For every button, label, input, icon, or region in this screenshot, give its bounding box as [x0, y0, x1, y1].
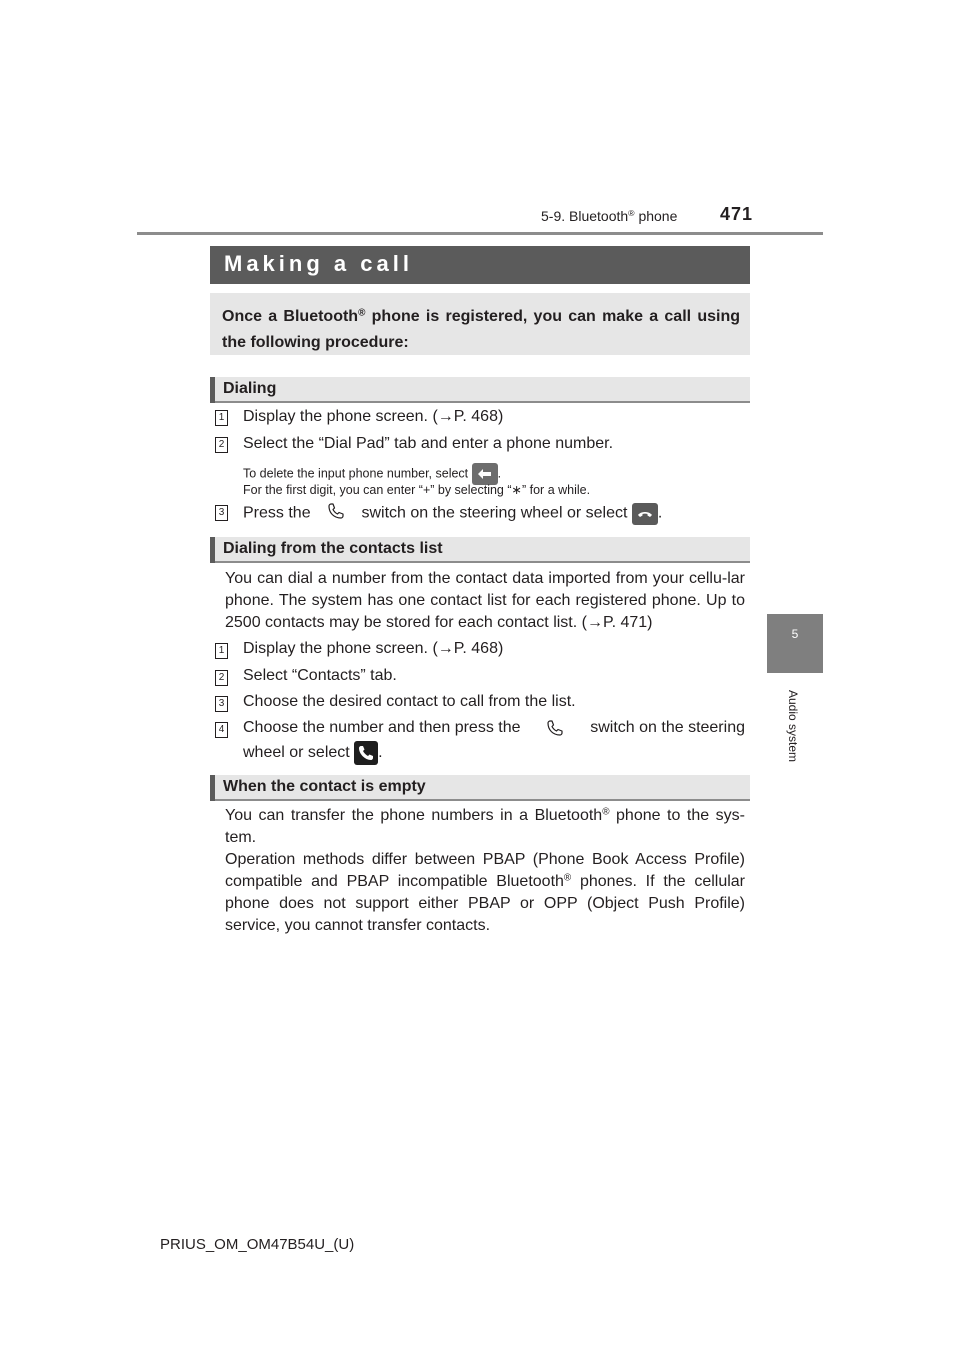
step-text: wheel or select . — [243, 741, 383, 765]
step-text: Display the phone screen. (→P. 468) — [243, 640, 504, 657]
step-badge: 2 — [215, 437, 228, 453]
phone-switch-icon — [327, 502, 345, 525]
chapter-label: Audio system — [786, 690, 800, 763]
step-note: To delete the input phone number, select . — [243, 463, 501, 485]
step-text: Display the phone screen. (→P. 468) — [243, 408, 504, 425]
empty-paragraph-2: Operation methods differ between PBAP (Phone Book Access Profile) compatible and PBAP incompatible Bluetooth® phones. If the cellular phone does not support either PBAP or OPP (Object Push Profile) service, you cannot transfer contacts. — [225, 851, 745, 934]
step-badge: 4 — [215, 722, 228, 738]
step-text: Choose the desired contact to call from the list. — [243, 693, 576, 710]
step-text: Press the switch on the steering wheel or select . — [243, 502, 662, 525]
header-divider — [137, 232, 823, 235]
section-empty-heading: When the contact is empty — [223, 778, 426, 795]
page-number: 471 — [720, 204, 754, 224]
section-dialing — [210, 377, 750, 403]
chapter-number: 5 — [791, 627, 799, 641]
step-badge: 2 — [215, 670, 228, 686]
step-text: Select “Contacts” tab. — [243, 667, 397, 684]
step-badge: 1 — [215, 410, 228, 426]
chapter-tab — [767, 614, 823, 673]
step-badge: 3 — [215, 696, 228, 712]
section-accent — [210, 537, 215, 563]
step-badge: 1 — [215, 643, 228, 659]
section-accent — [210, 775, 215, 801]
phone-switch-icon — [546, 719, 564, 742]
step-badge: 3 — [215, 505, 228, 521]
document-id: PRIUS_OM_OM47B54U_(U) — [160, 1236, 355, 1253]
intro-text: Once a Bluetooth® phone is registered, you can make a call using the following procedure: — [222, 307, 741, 351]
call-button-icon — [632, 503, 658, 525]
step-text: Choose the number and then press the switch on the steering — [243, 719, 745, 742]
section-contacts-heading: Dialing from the contacts list — [223, 540, 443, 557]
contacts-paragraph: You can dial a number from the contact data imported from your cellu-lar phone. The system has one contact list for each registered phone. Up to 2500 contacts may be stored for each contact list. (→P. 471) — [225, 570, 745, 631]
step-text: Select the “Dial Pad” tab and enter a phone number. — [243, 435, 614, 452]
empty-paragraph-1: You can transfer the phone numbers in a Bluetooth® phone to the sys-tem. — [225, 806, 746, 846]
section-header: 5-9. Bluetooth® phone — [541, 208, 678, 224]
section-dialing-heading: Dialing — [223, 380, 277, 397]
phone-button-icon — [354, 741, 378, 765]
step-note: For the first digit, you can enter “+” by selecting “∗” for a while. — [243, 483, 591, 497]
page-title: Making a call — [224, 251, 413, 276]
section-accent — [210, 377, 215, 403]
